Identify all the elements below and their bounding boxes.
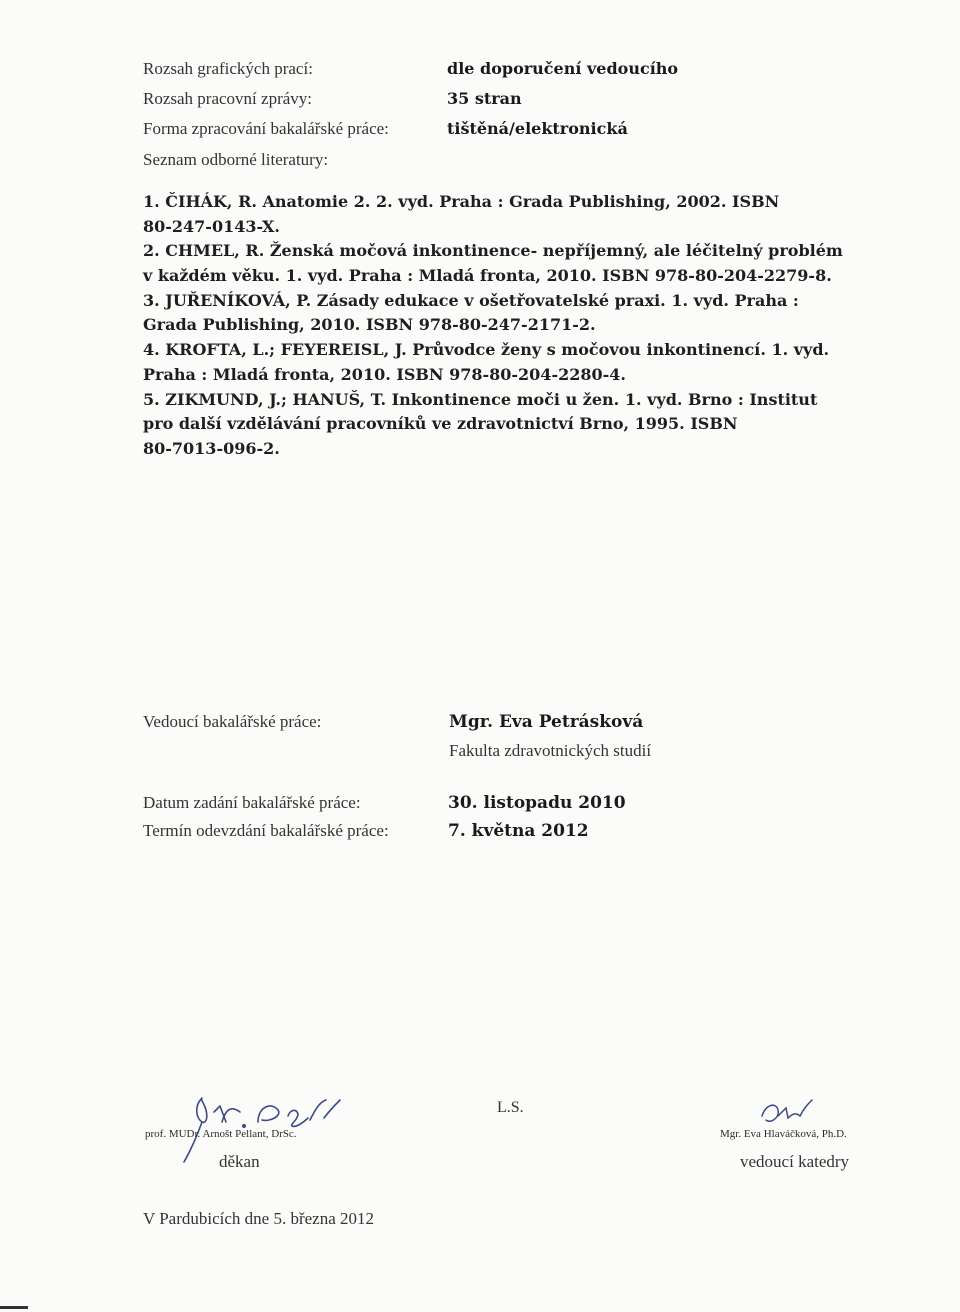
dean-name: prof. MUDr. Arnošt Pellant, DrSc.	[145, 1128, 297, 1140]
literature-line: 2. CHMEL, R. Ženská močová inkontinence- nepříjemný, ale léčitelný problém	[143, 241, 843, 261]
supervisor-name: Mgr. Eva Petrásková	[449, 712, 644, 732]
department-head-name: Mgr. Eva Hlaváčková, Ph.D.	[720, 1128, 847, 1140]
literature-list	[143, 190, 843, 462]
supervisor-label: Vedoucí bakalářské práce:	[143, 712, 322, 731]
place-date-footer: V Pardubicích dne 5. března 2012	[143, 1209, 375, 1228]
literature-line: Praha : Mladá fronta, 2010. ISBN 978-80-204-2280-4.	[143, 364, 626, 384]
literature-line: 1. ČIHÁK, R. Anatomie 2. 2. vyd. Praha : Grada Publishing, 2002. ISBN	[143, 192, 780, 211]
graphics-scope-label: Rozsah grafických prací:	[143, 59, 313, 78]
literature-line: 4. KROFTA, L.; FEYEREISL, J. Průvodce ženy s močovou inkontinencí. 1. vyd.	[143, 340, 830, 360]
submission-date-value: 7. května 2012	[448, 821, 589, 841]
report-scope-value: 35 stran	[447, 89, 522, 108]
thesis-form-label: Forma zpracování bakalářské práce:	[143, 119, 389, 138]
submission-date-label: Termín odevzdání bakalářské práce:	[143, 821, 389, 840]
literature-line: 3. JUŘENÍKOVÁ, P. Zásady edukace v ošetřovatelské praxi. 1. vyd. Praha :	[143, 290, 799, 310]
department-head-role: vedoucí katedry	[740, 1152, 850, 1171]
seal-label: L.S.	[497, 1099, 524, 1116]
literature-label: Seznam odborné literatury:	[143, 150, 329, 169]
literature-line: 5. ZIKMUND, J.; HANUŠ, T. Inkontinence moči u žen. 1. vyd. Brno : Institut	[143, 389, 818, 409]
graphics-scope-value: dle doporučení vedoucího	[447, 59, 679, 78]
literature-line: 80-247-0143-X.	[143, 216, 280, 236]
dean-role: děkan	[219, 1152, 260, 1171]
report-scope-label: Rozsah pracovní zprávy:	[143, 89, 312, 108]
assignment-date-value: 30. listopadu 2010	[448, 793, 626, 813]
assignment-date-label: Datum zadání bakalářské práce:	[143, 793, 361, 812]
literature-line: v každém věku. 1. vyd. Praha : Mladá fronta, 2010. ISBN 978-80-204-2279-8.	[143, 266, 832, 286]
literature-line: Grada Publishing, 2010. ISBN 978-80-247-2171-2.	[143, 315, 596, 335]
literature-line: 80-7013-096-2.	[143, 438, 280, 458]
literature-line: pro další vzdělávání pracovníků ve zdravotnictví Brno, 1995. ISBN	[143, 414, 738, 434]
supervisor-faculty: Fakulta zdravotnických studií	[449, 741, 652, 760]
page-edge-mark	[0, 1306, 28, 1309]
thesis-form-value: tištěná/elektronická	[447, 119, 628, 138]
